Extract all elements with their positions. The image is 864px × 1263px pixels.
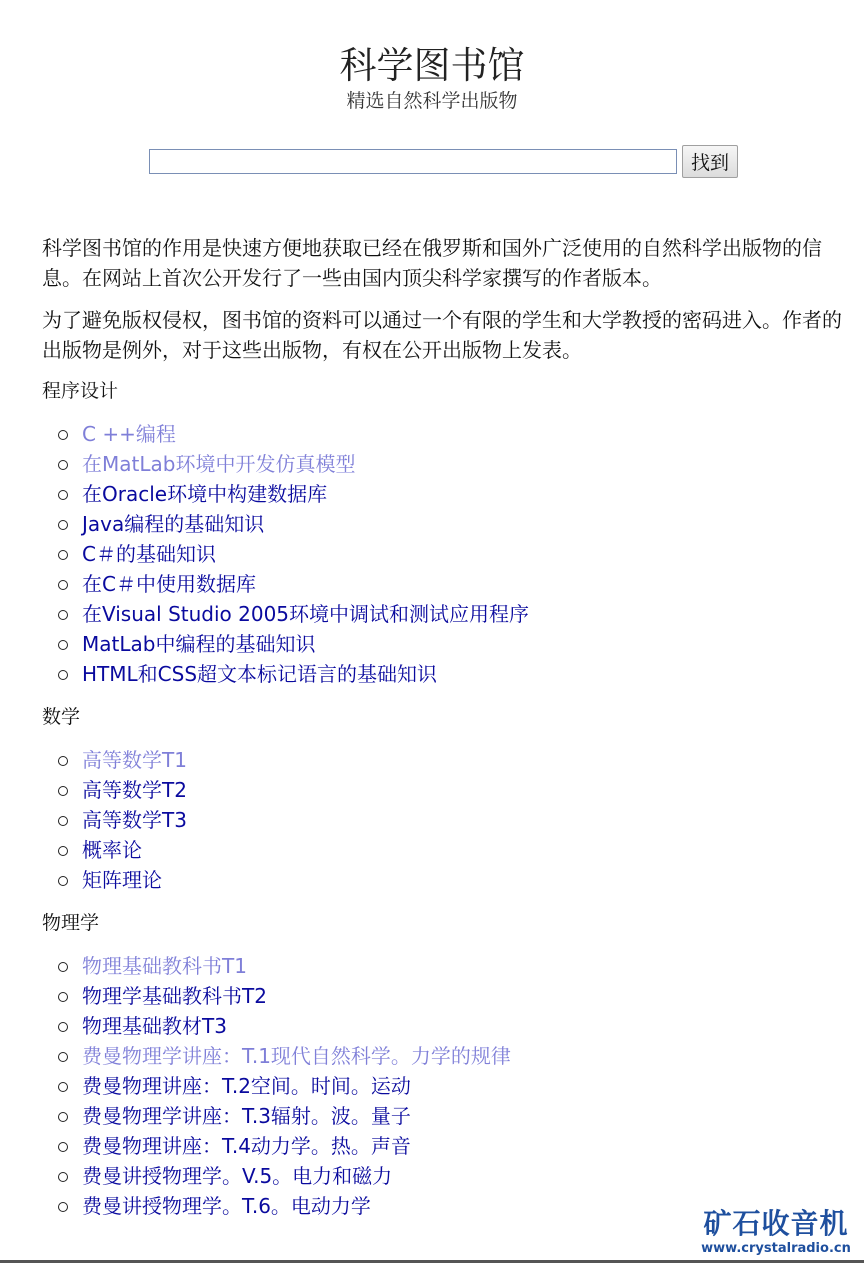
list-item: [82, 509, 848, 539]
book-link[interactable]: 在Visual Studio 2005环境中调试和测试应用程序: [82, 602, 530, 626]
book-list-physics: [42, 951, 848, 1221]
book-link[interactable]: 物理基础教科书T1: [82, 954, 247, 978]
book-link[interactable]: HTML和CSS超文本标记语言的基础知识: [82, 662, 438, 686]
list-item: [82, 1131, 848, 1161]
main-content: [42, 233, 848, 1235]
list-item: [82, 981, 848, 1011]
list-item: [82, 659, 848, 689]
book-link[interactable]: 物理基础教材T3: [82, 1014, 227, 1038]
book-link[interactable]: 高等数学T1: [82, 748, 187, 772]
site-title: 科学图书馆: [339, 44, 525, 87]
book-link[interactable]: 在C＃中使用数据库: [82, 572, 256, 596]
book-link[interactable]: 费曼物理讲座：T.4动力学。热。声音: [82, 1134, 411, 1158]
search-bar: [149, 145, 738, 178]
list-item: [82, 745, 848, 775]
section-heading-physics: 物理学: [42, 912, 100, 934]
list-item: [82, 1041, 848, 1071]
book-link[interactable]: 费曼物理学讲座：T.1现代自然科学。力学的规律: [82, 1044, 511, 1068]
search-button[interactable]: 找到: [682, 145, 738, 178]
list-item: [82, 951, 848, 981]
list-item: [82, 835, 848, 865]
book-link[interactable]: 费曼物理学讲座：T.3辐射。波。量子: [82, 1104, 411, 1128]
list-item: [82, 479, 848, 509]
list-item: [82, 865, 848, 895]
watermark-url: www.crystalradio.cn: [701, 1241, 851, 1256]
list-item: [82, 1011, 848, 1041]
section-heading-math: 数学: [42, 706, 81, 728]
book-link[interactable]: MatLab中编程的基础知识: [82, 632, 316, 656]
book-link[interactable]: 在MatLab环境中开发仿真模型: [82, 452, 356, 476]
list-item: [82, 629, 848, 659]
book-link[interactable]: Java编程的基础知识: [82, 512, 265, 536]
intro-paragraph-1: 科学图书馆的作用是快速方便地获取已经在俄罗斯和国外广泛使用的自然科学出版物的信息。在网站上首次公开发行了一些由国内顶尖科学家撰写的作者版本。: [42, 236, 822, 290]
section-heading-programming: 程序设计: [42, 380, 119, 402]
list-item: [82, 1161, 848, 1191]
list-item: [82, 775, 848, 805]
list-item: [82, 1071, 848, 1101]
book-link[interactable]: C ++编程: [82, 422, 176, 446]
list-item: [82, 599, 848, 629]
book-link[interactable]: 费曼物理讲座：T.2空间。时间。运动: [82, 1074, 411, 1098]
book-link[interactable]: 高等数学T3: [82, 808, 187, 832]
book-list-math: [42, 745, 848, 895]
list-item: [82, 805, 848, 835]
site-subtitle: 精选自然科学出版物: [346, 90, 518, 112]
book-link[interactable]: 概率论: [82, 838, 142, 862]
watermark-logo: [696, 1207, 856, 1257]
list-item: [82, 539, 848, 569]
search-input[interactable]: [149, 149, 677, 174]
book-link[interactable]: C＃的基础知识: [82, 542, 216, 566]
list-item: [82, 419, 848, 449]
list-item: [82, 569, 848, 599]
list-item: [82, 1101, 848, 1131]
intro-paragraph-2: 为了避免版权侵权，图书馆的资料可以通过一个有限的学生和大学教授的密码进入。作者的出版物是例外，对于这些出版物，有权在公开出版物上发表。: [42, 308, 842, 362]
page-header: [0, 0, 864, 114]
book-link[interactable]: 高等数学T2: [82, 778, 187, 802]
list-item: [82, 449, 848, 479]
book-link[interactable]: 费曼讲授物理学。V.5。电力和磁力: [82, 1164, 393, 1188]
book-list-programming: [42, 419, 848, 689]
book-link[interactable]: 费曼讲授物理学。T.6。电动力学: [82, 1194, 371, 1218]
book-link[interactable]: 在Oracle环境中构建数据库: [82, 482, 328, 506]
book-link[interactable]: 物理学基础教科书T2: [82, 984, 267, 1008]
book-link[interactable]: 矩阵理论: [82, 868, 162, 892]
watermark-title: 矿石收音机: [703, 1207, 849, 1240]
